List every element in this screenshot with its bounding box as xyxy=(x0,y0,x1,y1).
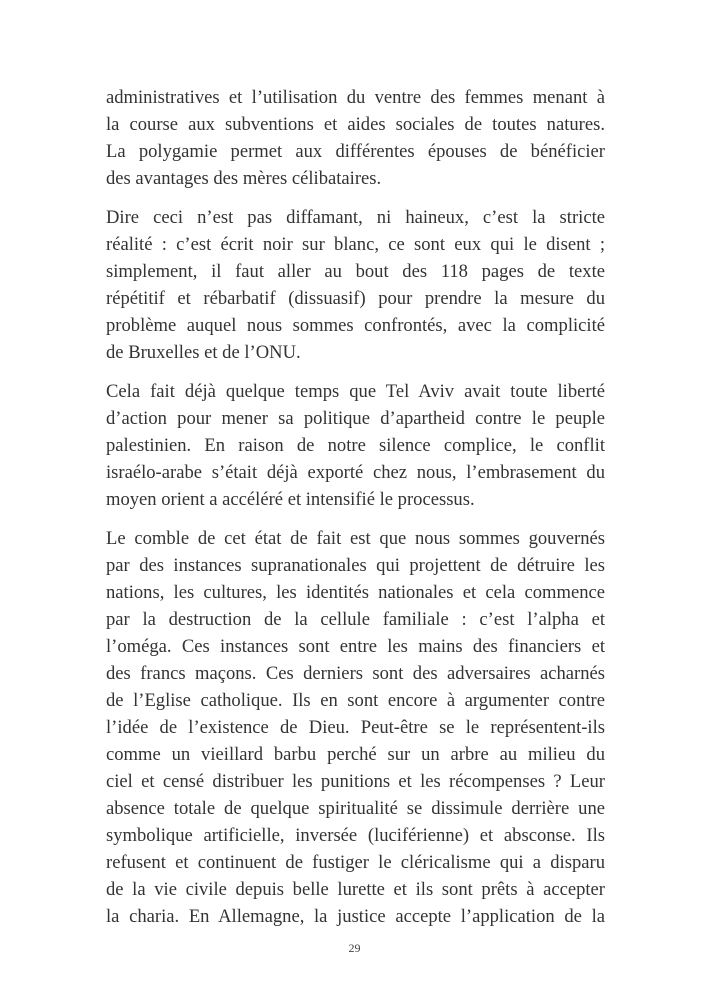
text-line: problème auquel nous sommes confrontés, avec la complicité xyxy=(106,315,605,336)
text-line: palestinien. En raison de notre silence complice, le conflit xyxy=(106,435,605,456)
text-line: Cela fait déjà quelque temps que Tel Aviv avait toute liberté xyxy=(106,381,605,402)
page-number: 29 xyxy=(348,941,361,955)
text-line: administratives et l’utilisation du ventre des femmes menant à xyxy=(106,87,605,108)
text-line: réalité : c’est écrit noir sur blanc, ce sont eux qui le disent ; xyxy=(106,234,605,255)
text-line: moyen orient a accéléré et intensifié le processus. xyxy=(106,489,475,510)
text-line: répétitif et rébarbatif (dissuasif) pour prendre la mesure du xyxy=(106,288,605,309)
text-line: absence totale de quelque spiritualité se dissimule derrière une xyxy=(106,798,605,819)
text-line: l’idée de l’existence de Dieu. Peut-être se le représentent-ils xyxy=(106,717,605,738)
text-line: simplement, il faut aller au bout des 118 pages de texte xyxy=(106,261,605,282)
paragraph xyxy=(106,84,605,192)
page-body xyxy=(106,84,605,942)
text-line: Dire ceci n’est pas diffamant, ni haineux, c’est la stricte xyxy=(106,207,605,228)
text-line: Le comble de cet état de fait est que nous sommes gouvernés xyxy=(106,528,605,549)
text-line: La polygamie permet aux différentes épouses de bénéficier xyxy=(106,141,605,162)
text-line: nations, les cultures, les identités nationales et cela commence xyxy=(106,582,605,603)
text-line: par la destruction de la cellule familiale : c’est l’alpha et xyxy=(106,609,605,630)
text-line: symbolique artificielle, inversée (luciférienne) et absconse. Ils xyxy=(106,825,605,846)
text-line: la course aux subventions et aides sociales de toutes natures. xyxy=(106,114,605,135)
paragraph xyxy=(106,378,605,513)
paragraph xyxy=(106,204,605,366)
text-line: des francs maçons. Ces derniers sont des adversaires acharnés xyxy=(106,663,605,684)
text-line: ciel et censé distribuer les punitions et les récompenses ? Leur xyxy=(106,771,605,792)
text-line: de l’Eglise catholique. Ils en sont encore à argumenter contre xyxy=(106,690,605,711)
text-line: par des instances supranationales qui projettent de détruire les xyxy=(106,555,605,576)
text-line: refusent et continuent de fustiger le cléricalisme qui a disparu xyxy=(106,852,605,873)
text-line: de Bruxelles et de l’ONU. xyxy=(106,342,301,363)
text-line: israélo-arabe s’était déjà exporté chez nous, l’embrasement du xyxy=(106,462,605,483)
text-line: l’oméga. Ces instances sont entre les mains des financiers et xyxy=(106,636,605,657)
text-line: des avantages des mères célibataires. xyxy=(106,168,382,189)
text-line: d’action pour mener sa politique d’apartheid contre le peuple xyxy=(106,408,605,429)
text-line: la charia. En Allemagne, la justice accepte l’application de la xyxy=(106,906,605,927)
text-line: comme un vieillard barbu perché sur un arbre au milieu du xyxy=(106,744,605,765)
paragraph xyxy=(106,525,605,930)
text-line: de la vie civile depuis belle lurette et ils sont prêts à accepter xyxy=(106,879,605,900)
